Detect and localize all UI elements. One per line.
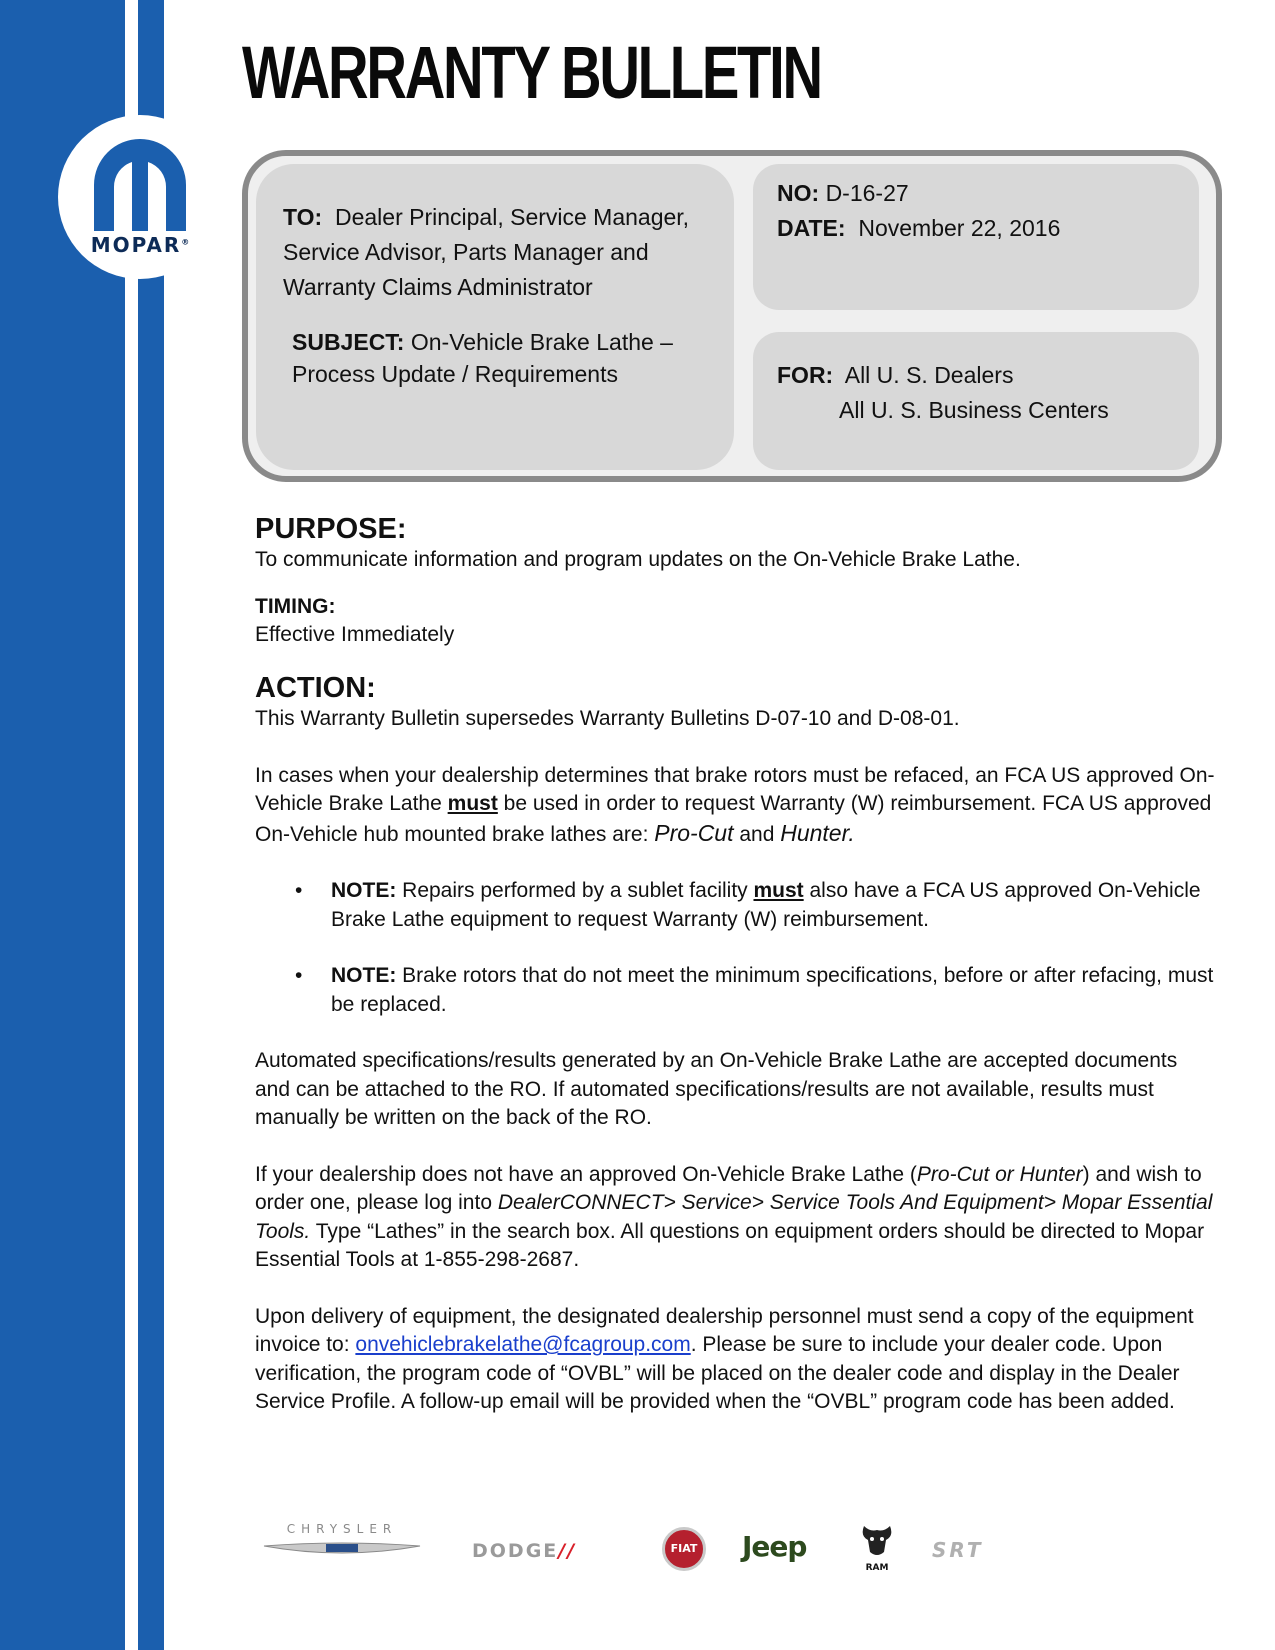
for-label: FOR: (777, 362, 834, 388)
dealerconnect-path: DealerCONNECT> Service> Service Tools And Equipment> Mopar Essential Tools. (255, 1191, 1213, 1243)
action-paragraph-4: If your dealership does not have an approved On-Vehicle Brake Lathe (Pro-Cut or Hunter) and wish to order one, please log into DealerCONNECT> Service> Service Tools And Equipment> Mopar Essential Tools. Type “Lathes” in the search box. All questions on equipment orders should be directed to Mopar Essential Tools at 1-855-298-2687. (255, 1162, 1213, 1271)
mopar-m-icon (86, 135, 194, 231)
must-emphasis: must (447, 792, 498, 815)
subject-field (292, 326, 722, 390)
timing-text: Effective Immediately (255, 622, 455, 646)
purpose-text: To communicate information and program updates on the On-Vehicle Brake Lathe. (255, 548, 1021, 571)
action-paragraph-1: This Warranty Bulletin supersedes Warranty Bulletins D-07-10 and D-08-01. (255, 707, 960, 730)
bulletin-body (255, 512, 1215, 1417)
approved-brands: Pro-Cut or Hunter (916, 1162, 1083, 1186)
must-emphasis: must (753, 879, 804, 902)
note-label: NOTE: (331, 879, 397, 902)
chrysler-wings-icon (262, 1536, 422, 1566)
action-paragraph-3: Automated specifications/results generated by an On-Vehicle Brake Lathe are accepted documents and can be attached to the RO. If automated specifications/results are not available, results must manually be written on the back of the RO. (255, 1049, 1178, 1129)
action-paragraph-2: In cases when your dealership determines that brake rotors must be refaced, an FCA US approved On-Vehicle Brake Lathe must be used in order to request Warranty (W) reimbursement. FCA US approved On-Vehicle hub mounted brake lathes are: Pro-Cut and Hunter. (255, 763, 1215, 846)
to-value: Dealer Principal, Service Manager, Service Advisor, Parts Manager and Warranty Claims Administrator (283, 204, 690, 300)
bulletin-date (777, 211, 1060, 246)
date-value: November 22, 2016 (858, 215, 1061, 241)
brand-logos (262, 1522, 1042, 1582)
timing-heading: TIMING: (255, 594, 336, 618)
notes-list (255, 877, 1215, 1019)
ram-logo: RAM (860, 1522, 894, 1572)
subject-line-2: Process Update / Requirements (292, 361, 618, 387)
for-line-2: All U. S. Business Centers (839, 397, 1109, 423)
subject-label: SUBJECT: (292, 329, 405, 355)
bulletin-info-panel (242, 150, 1222, 482)
list-item: • NOTE: Repairs performed by a sublet facility must also have a FCA US approved On-Vehicle Brake Lathe equipment to request Warranty (W) reimbursement. (295, 879, 1201, 931)
mopar-logo (58, 115, 222, 279)
date-label: DATE: (777, 215, 846, 241)
srt-logo: SRT (932, 1538, 984, 1562)
ram-head-icon (860, 1522, 894, 1558)
chrysler-logo: CHRYSLER (262, 1522, 422, 1572)
action-paragraph-5: Upon delivery of equipment, the designated dealership personnel must send a copy of the equipment invoice to: onvehiclebrakelathe@fcagroup.com. Please be sure to include your dealer code. Upon verification, the program code of “OVBL” will be placed on the dealer code and display in the Dealer Service Profile. A follow-up email will be provided when the “OVBL” program code has been added. (255, 1304, 1194, 1413)
hunter-brand: Hunter. (780, 819, 855, 846)
bullet-icon: • (295, 879, 303, 902)
email-link[interactable]: onvehiclebrakelathe@fcagroup.com (355, 1333, 691, 1356)
to-field (283, 200, 723, 305)
procut-brand: Pro-Cut (654, 819, 734, 846)
no-value: D-16-27 (825, 180, 909, 206)
action-heading: ACTION: (255, 672, 376, 704)
mopar-wordmark: MOPAR® (90, 233, 190, 257)
page-title: WARRANTY BULLETIN (242, 31, 821, 114)
number-date-box (753, 164, 1199, 310)
bullet-icon: • (295, 964, 303, 987)
note-label: NOTE: (331, 964, 397, 987)
dodge-logo: DODGE// (472, 1540, 577, 1562)
jeep-logo: Jeep (742, 1530, 807, 1563)
for-field (777, 358, 1109, 428)
purpose-heading: PURPOSE: (255, 513, 407, 545)
list-item: • NOTE: Brake rotors that do not meet the minimum specifications, before or after refacing, must be replaced. (295, 964, 1214, 1016)
audience-box (753, 332, 1199, 470)
recipient-box (256, 164, 734, 470)
subject-line-1: On-Vehicle Brake Lathe – (410, 329, 673, 355)
bulletin-number (777, 176, 909, 211)
no-label: NO: (777, 180, 820, 206)
fiat-logo: FIAT (662, 1527, 706, 1571)
for-line-1: All U. S. Dealers (844, 362, 1014, 388)
to-label: TO: (283, 204, 323, 230)
